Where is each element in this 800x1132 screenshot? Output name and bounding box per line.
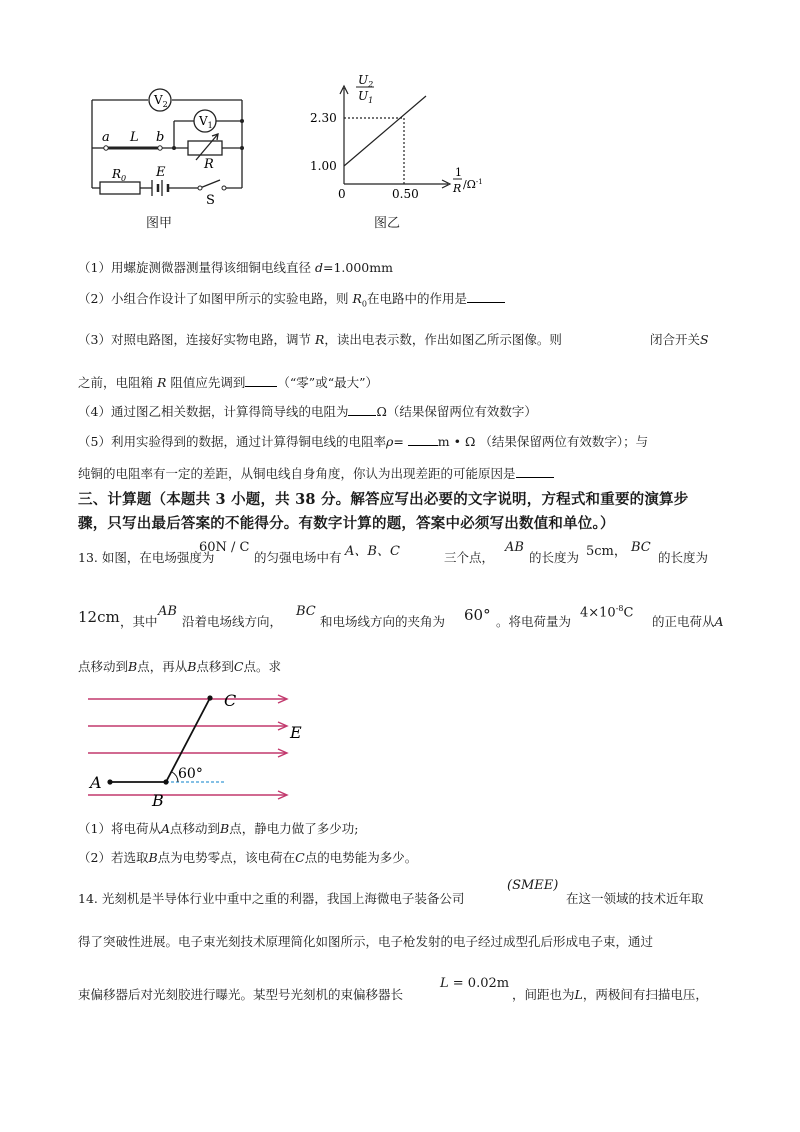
meter-v1-label: $V_1$	[199, 114, 213, 130]
q14-line2: 得了突破性进展。电子束光刻技术原理简化如图所示，电子枪发射的电子经过成型孔后形成电子束，通过	[78, 934, 654, 949]
q13-segment-bc-2: BC	[296, 604, 316, 619]
question-5-line2: 纯铜的电阻率有一定的差距，从铜电线自身角度，你认为出现差距的可能原因是	[78, 463, 554, 484]
point-a-label: A	[90, 773, 102, 792]
node-b-label: b	[156, 130, 165, 145]
question-4: （4）通过图乙相关数据，计算得筒导线的电阻为 Ω（结果保留两位有效数字）	[78, 401, 537, 422]
x-label-denominator: R	[453, 182, 462, 195]
tick-2-30: 2.30	[310, 111, 337, 125]
q13-line1: 13. 如图，在电场强度为	[78, 550, 215, 565]
figure-yi-caption: 图乙	[374, 216, 401, 231]
q14-line1-tail: 在这一领域的技术近年取	[566, 891, 704, 906]
answer-blank-q2[interactable]	[467, 288, 505, 303]
x-label-unit: $/\Omega^{-1}$	[463, 178, 483, 191]
tick-origin: 0	[338, 187, 346, 201]
section-3-heading-line2: 骤，只写出最后答案的不能得分。有数字计算的题，答案中必须写出数值和单位。）	[78, 515, 615, 532]
answer-blank-q5a[interactable]	[408, 431, 438, 446]
q13-text-points: 的匀强电场中有	[254, 550, 342, 565]
tick-0-50: 0.50	[392, 187, 419, 201]
q13-text-length: 的长度为	[529, 550, 580, 565]
question-5: （5）利用实验得到的数据，通过计算得铜电线的电阻率ρ= m • Ω （结果保留两位有效数字）；与	[78, 431, 648, 452]
q13-sub2: （2）若选取B点为电势零点，该电荷在C点的电势能为多少。	[78, 850, 418, 865]
ratio-graph	[308, 66, 508, 216]
resistor-R0-label: $R_0$	[112, 167, 127, 183]
q13-text-among: ，其中	[120, 614, 158, 629]
circuit-diagram	[82, 84, 272, 232]
q13-field-strength: 60N / C	[199, 540, 250, 555]
question-2: （2）小组合作设计了如图甲所示的实验电路，则 $R_0$在电路中的作用是	[78, 288, 505, 315]
battery-E-label: E	[156, 165, 166, 180]
wire-L-label: L	[130, 130, 139, 145]
q13-charge-value: $4\times 10^{-8}C$	[580, 604, 634, 621]
q13-segment-bc: BC	[631, 540, 651, 555]
q13-segment-ab: AB	[505, 540, 524, 555]
field-e-label: E	[290, 723, 302, 742]
answer-blank-q4[interactable]	[348, 401, 376, 416]
q14-line3-tail: ，间距也为L，两极间有扫描电压，	[512, 987, 708, 1002]
q13-segment-ab-2: AB	[158, 604, 177, 619]
q13-text-length2: 的长度为	[658, 550, 709, 565]
question-1: （1）用螺旋测微器测量得该细铜电线直径 d=1.000mm	[78, 260, 393, 275]
angle-label: 60°	[178, 766, 203, 782]
question-3: （3）对照电路图，连接好实物电路，调节 R，读出电表示数，作出如图乙所示图像。则	[78, 332, 562, 347]
q14-line1: 14. 光刻机是半导体行业中重中之重的利器，我国上海微电子装备公司	[78, 891, 465, 906]
q14-company-abbr: (SMEE)	[507, 878, 559, 893]
y-label-numerator: $U_2$	[358, 73, 374, 89]
meter-v2-label: $V_2$	[154, 93, 168, 109]
figure-jia-caption: 图甲	[146, 216, 173, 231]
q13-text-positive: 的正电荷从A	[652, 614, 724, 629]
q14-line3: 束偏移器后对光刻胶进行曝光。某型号光刻机的束偏移器长	[78, 987, 404, 1002]
q14-length-value: L = 0.02m	[440, 976, 510, 991]
q13-bc-length: 12cm	[78, 608, 120, 626]
section-3-heading: 三、计算题（本题共 3 小题，共 38 分。解答应写出必要的文字说明，方程式和重要的演算步	[78, 491, 689, 508]
tick-1-00: 1.00	[310, 159, 337, 173]
question-3-line2: 之前，电阻箱 R 阻值应先调到 （“零”或“最大”）	[78, 372, 378, 393]
answer-blank-q5b[interactable]	[516, 463, 554, 478]
q13-text-three: 三个点，	[444, 550, 495, 565]
q13-ab-length: 5cm，	[586, 544, 627, 559]
q13-text-along: 沿着电场线方向，	[182, 614, 283, 629]
answer-blank-q3[interactable]	[245, 372, 277, 387]
q13-points-abc: A、B、C	[345, 544, 400, 559]
switch-S-label: S	[206, 193, 215, 208]
question-3-tail: 闭合开关S	[650, 332, 709, 347]
node-a-label: a	[102, 130, 110, 145]
point-b-label: B	[152, 791, 164, 810]
x-label-numerator: 1	[455, 166, 462, 179]
y-label-denominator: $U_1$	[358, 89, 374, 105]
resistor-R-label: R	[204, 157, 214, 172]
q13-text-angle: 和电场线方向的夹角为	[320, 614, 446, 629]
q13-line3: 点移动到B点，再从B点移到C点。求	[78, 659, 282, 674]
electric-field-diagram	[86, 686, 316, 814]
point-c-label: C	[224, 691, 237, 710]
q13-sub1: （1）将电荷从A点移动到B点，静电力做了多少功;	[78, 821, 359, 836]
q13-text-charge: 。将电荷量为	[496, 614, 572, 629]
q13-angle-value: 60°	[464, 606, 491, 624]
